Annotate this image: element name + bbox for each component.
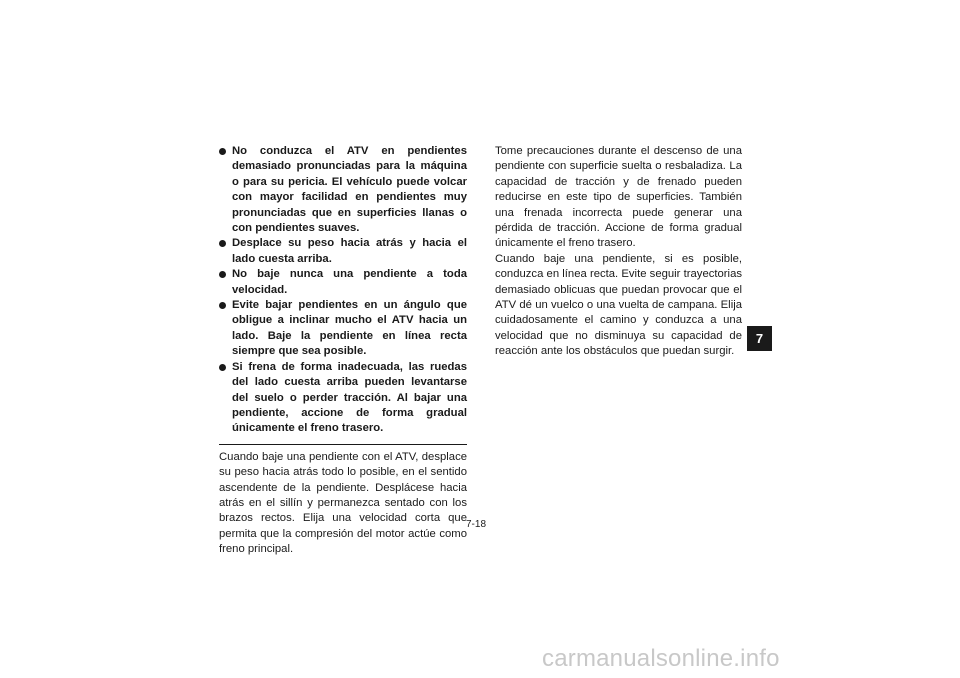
warning-bullet-item — [219, 360, 467, 437]
warning-divider — [219, 444, 467, 445]
bullet-dot-icon — [219, 148, 226, 155]
bullet-dot-icon — [219, 271, 226, 278]
bullet-dot-icon — [219, 302, 226, 309]
watermark: carmanualsonline.info — [542, 645, 780, 672]
left-column — [219, 144, 467, 558]
warning-bullet-item — [219, 298, 467, 360]
body-paragraph: Cuando baje una pendiente con el ATV, desplace su peso hacia atrás todo lo posible, en el sentido ascendente de la pendiente. Desplácese hacia atrás en el sillín y permanezca sentado con los brazos rectos. Elija una velocidad corta que permita que la compresión del motor actúe como freno principal. — [219, 450, 467, 556]
page-number: 7-18 — [466, 519, 487, 530]
warning-bullet-text: Desplace su peso hacia atrás y hacia el lado cuesta arriba. — [232, 237, 467, 265]
warning-bullet-item — [219, 267, 467, 298]
warning-bullet-text: No conduzca el ATV en pendientes demasiado pronunciadas para la máquina o para su pericia. El vehículo puede volcar con mayor facilidad en pendientes muy pronunciadas que en superficies llanas o con pendientes suaves. — [232, 145, 467, 235]
bullet-dot-icon — [219, 240, 226, 247]
warning-bullet-text: Si frena de forma inadecuada, las ruedas del lado cuesta arriba pueden levantarse del suelo o perder tracción. Al bajar una pendiente, accione de forma gradual únicamente el freno trasero. — [232, 360, 467, 435]
warning-bullet-item — [219, 144, 467, 236]
bullet-dot-icon — [219, 364, 226, 371]
body-paragraph: Tome precauciones durante el descenso de una pendiente con superficie suelta o resbaladiza. La capacidad de tracción y de frenado pueden reducirse en este tipo de superficies. También una frenada incorrecta puede generar una pérdida de tracción. Accione de forma gradual únicamente el freno trasero. — [495, 145, 742, 250]
warning-bullet-list — [219, 144, 467, 437]
right-column — [495, 144, 742, 360]
body-paragraph: Cuando baje una pendiente, si es posible, conduzca en línea recta. Evite seguir trayectorias demasiado oblicuas que puedan provocar que el ATV dé un vuelco o una vuelta de campana. Elija cuidadosamente el camino y conduzca a una velocidad que no disminuya su capacidad de reacción ante los obstáculos que puedan surgir. — [495, 252, 742, 358]
warning-bullet-text: No baje nunca una pendiente a toda velocidad. — [232, 268, 467, 296]
warning-bullet-item — [219, 236, 467, 267]
chapter-tab: 7 — [747, 326, 772, 351]
warning-bullet-text: Evite bajar pendientes en un ángulo que obligue a inclinar mucho el ATV hacia un lado. Baje la pendiente en línea recta siempre que sea posible. — [232, 299, 467, 358]
